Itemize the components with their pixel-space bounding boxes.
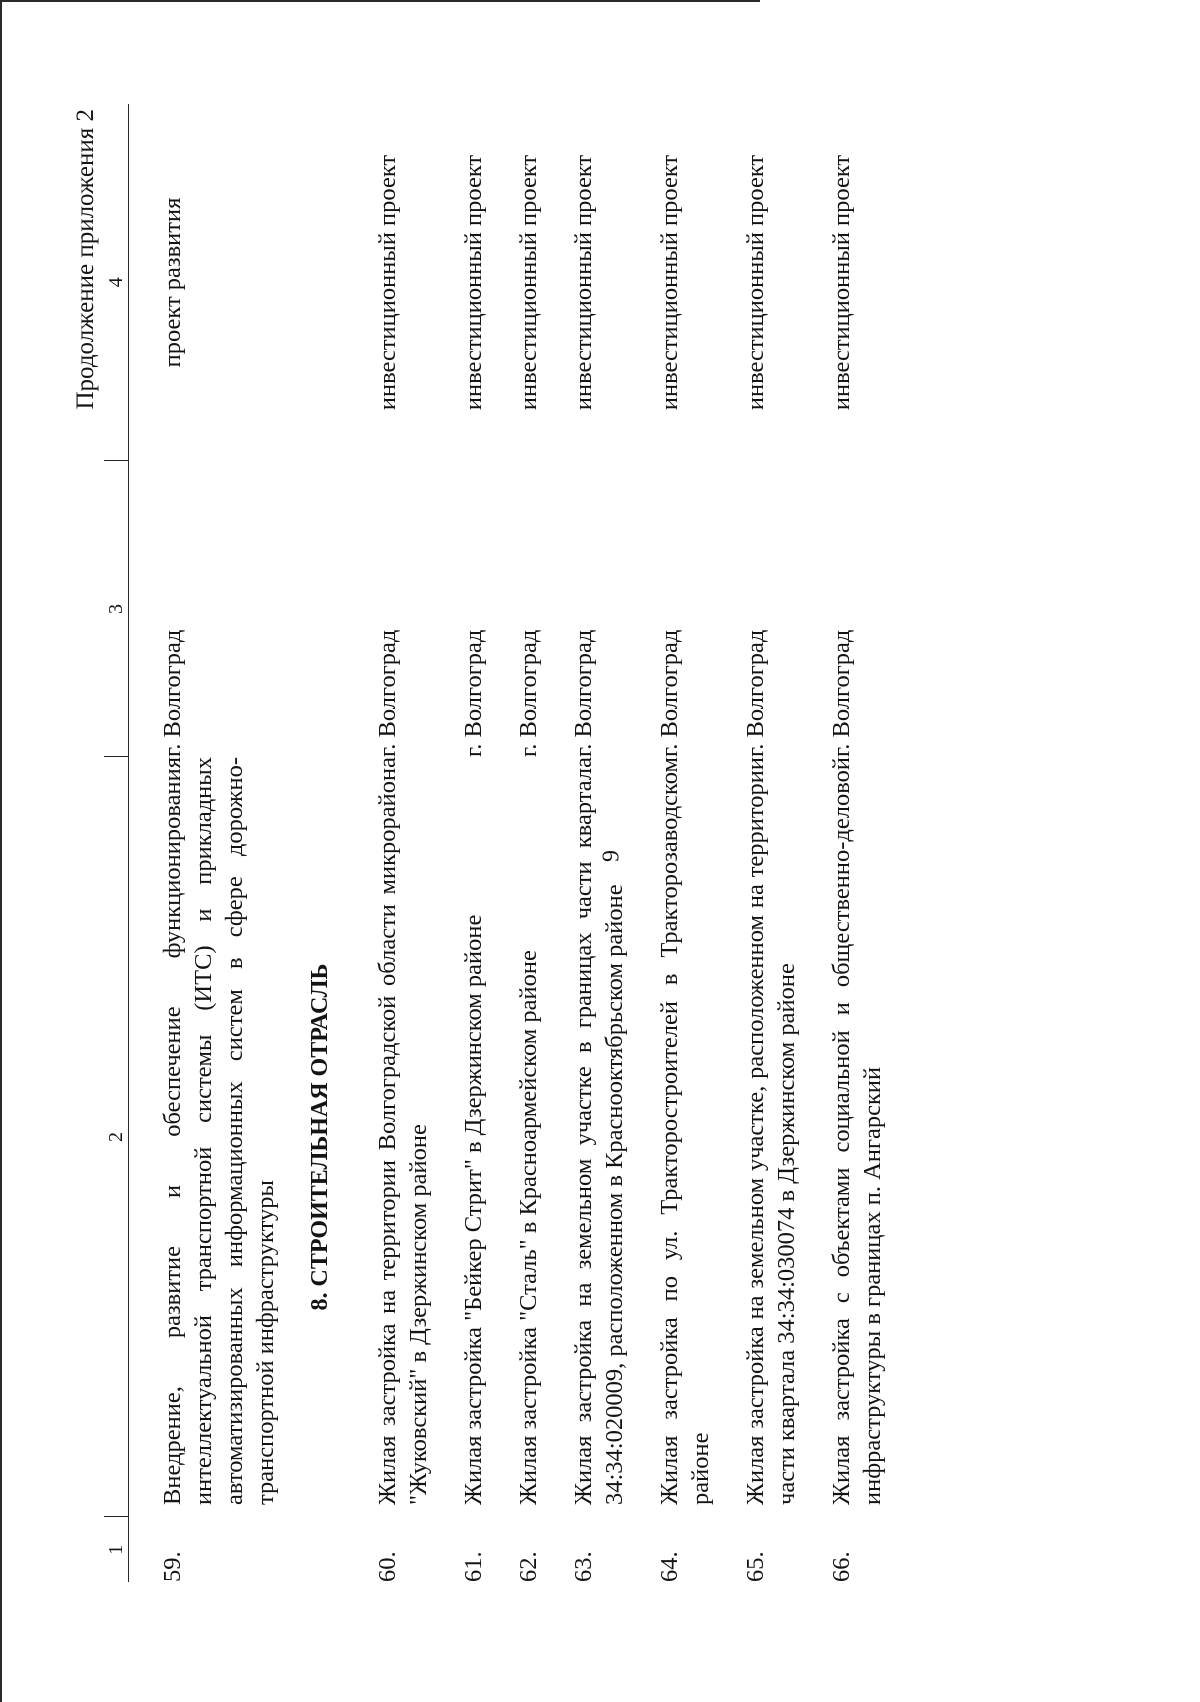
table-row — [372, 104, 458, 1582]
table-row — [513, 104, 568, 1582]
project-type: инвестиционный проект — [373, 154, 401, 411]
row-number: 62. — [514, 1551, 542, 1582]
project-type: проект развития — [158, 197, 186, 368]
table-row — [654, 104, 740, 1582]
description-text: Жилая застройка на территории Волгоградской области микрорайона "Жуковский" в Дзержинском районе — [373, 757, 432, 1505]
project-type: инвестиционный проект — [459, 154, 487, 411]
project-description — [654, 757, 740, 1517]
project-type: инвестиционный проект — [655, 154, 683, 411]
appendix-caption: Продолжение приложения 2 — [72, 109, 99, 410]
table-row — [568, 104, 654, 1582]
project-type: инвестиционный проект — [569, 154, 597, 411]
column-number: 1 — [104, 1517, 129, 1582]
description-text: Жилая застройка с объектами социальной и общественно-деловой инфраструктуры в границах п. Ангарский — [827, 757, 886, 1505]
projects-table — [104, 104, 912, 1582]
project-location: г. Волгоград — [514, 629, 542, 757]
project-type: инвестиционный проект — [514, 154, 542, 411]
project-type: инвестиционный проект — [741, 154, 769, 411]
row-number: 64. — [655, 1551, 683, 1582]
description-text: Внедрение, развитие и обеспечение функционирования интеллектуальной транспортной системы (ИТС) и прикладных автоматизированных информационных систем в сфере дорожно-транспортной инфраструктуры — [158, 757, 279, 1505]
description-text: Жилая застройка на земельном участке, расположенном на территории части квартала 34:34:030074 в Дзержинском районе — [741, 757, 800, 1505]
project-description — [458, 757, 513, 1517]
description-text: Жилая застройка "Бейкер Стрит" в Дзержинском районе — [459, 914, 487, 1505]
project-location: г. Волгоград — [158, 629, 186, 757]
project-description — [372, 757, 458, 1517]
project-description — [157, 757, 305, 1517]
table-row — [157, 104, 305, 1582]
page-number: 9 — [598, 850, 625, 862]
description-text: Жилая застройка на земельном участке в границах части квартала 34:34:020009, расположенном в Краснооктябрьском районе — [569, 757, 628, 1505]
section-row — [305, 104, 372, 1582]
project-location: г. Волгоград — [741, 629, 769, 757]
project-type: инвестиционный проект — [827, 154, 855, 411]
row-number: 61. — [459, 1551, 487, 1582]
project-description — [740, 757, 826, 1517]
column-number: 3 — [104, 461, 129, 757]
row-number: 65. — [741, 1551, 769, 1582]
column-number: 2 — [104, 757, 129, 1517]
column-number-row — [104, 104, 129, 1582]
row-number: 60. — [373, 1551, 401, 1582]
project-description — [826, 757, 912, 1517]
project-location: г. Волгоград — [655, 629, 683, 757]
project-description — [513, 757, 568, 1517]
section-title: 8. СТРОИТЕЛЬНАЯ ОТРАСЛЬ — [306, 963, 333, 1311]
row-number: 63. — [569, 1551, 597, 1582]
project-location: г. Волгоград — [459, 629, 487, 757]
description-text: Жилая застройка "Сталь" в Красноармейском районе — [514, 950, 542, 1505]
table-row — [740, 104, 826, 1582]
project-location: г. Волгоград — [373, 629, 401, 757]
row-number: 59. — [158, 1551, 186, 1582]
column-number: 4 — [104, 104, 129, 461]
project-description — [568, 757, 654, 1517]
table-row — [826, 104, 912, 1582]
row-number: 66. — [827, 1551, 855, 1582]
project-location: г. Волгоград — [827, 629, 855, 757]
table-row — [458, 104, 513, 1582]
description-text: Жилая застройка по ул. Тракторостроителей в Тракторозаводском районе — [655, 757, 714, 1505]
project-location: г. Волгоград — [569, 629, 597, 757]
